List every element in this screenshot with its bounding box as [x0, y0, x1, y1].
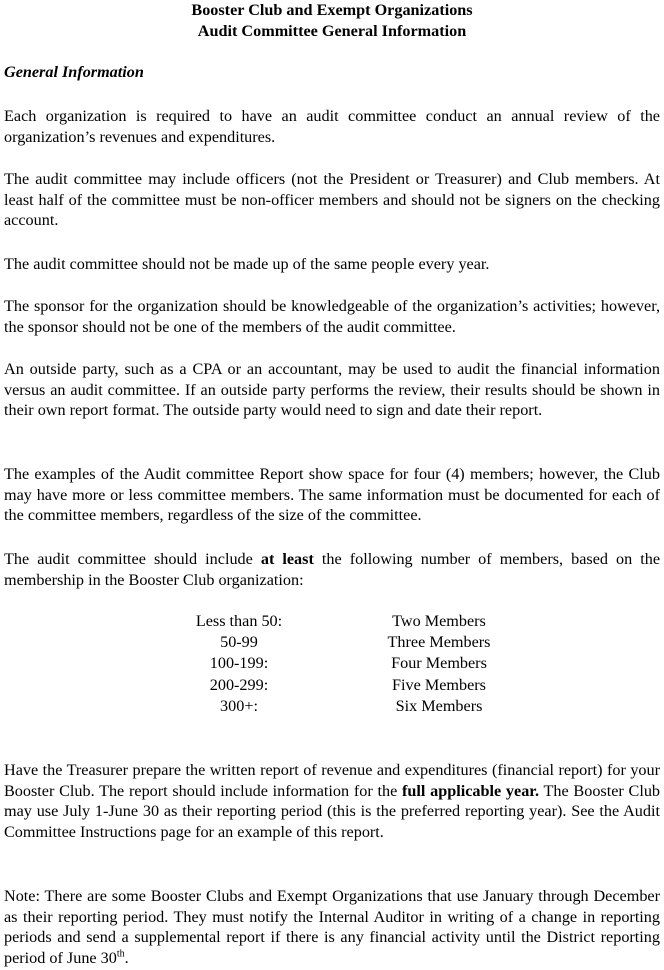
- member-count: Six Members: [395, 696, 483, 715]
- title-line-2: Audit Committee General Information: [197, 22, 467, 40]
- paragraph-6: The examples of the Audit committee Report show space for four (4) members; however, the Club may have more or less committee members. The same information must be documented for each of the committee members, regardless of the size of the committee.: [4, 465, 660, 525]
- paragraph-8-emphasis: full applicable year.: [402, 781, 540, 800]
- membership-size: 200-299:: [209, 675, 269, 694]
- paragraph-9: [4, 886, 660, 968]
- paragraph-9-superscript: th: [116, 948, 125, 960]
- title-line-1: Booster Club and Exempt Organizations: [191, 1, 473, 19]
- document-title: [4, 0, 660, 42]
- section-heading: General Information: [4, 63, 144, 81]
- paragraph-9-text-b: .: [124, 948, 129, 967]
- paragraph-9-text-a: Note: There are some Booster Clubs and Exempt Organizations that use January through December as their reporting period. They must notify the Internal Auditor in writing of a change in reporting periods and send a supplemental report if there is any financial activity until the District reporting period of June 30: [4, 887, 660, 967]
- member-count: Three Members: [387, 633, 491, 652]
- membership-size: Less than 50:: [195, 612, 283, 630]
- table-row: [4, 675, 660, 696]
- member-count: Four Members: [391, 654, 487, 673]
- document-page: [4, 0, 661, 967]
- paragraph-7: [4, 549, 660, 590]
- paragraph-8-text-a: Have the Treasurer prepare the written report of revenue and expenditures (financial report) for your Booster Club. The report should include information for the: [4, 761, 660, 800]
- paragraph-7-text-a: The audit committee should include: [4, 550, 261, 568]
- table-row: [4, 696, 660, 717]
- paragraph-1: Each organization is required to have an audit committee conduct an annual review of the organization’s revenues and expenditures.: [4, 107, 660, 146]
- paragraph-7-text-b: the following number of members, based on the membership in the Booster Club organization:: [4, 550, 661, 589]
- table-row: [4, 611, 660, 632]
- table-row: [4, 653, 660, 674]
- membership-table: [4, 611, 660, 717]
- paragraph-4: The sponsor for the organization should be knowledgeable of the organization’s activities; however, the sponsor should not be one of the members of the audit committee.: [4, 297, 660, 336]
- paragraph-2: The audit committee may include officers (not the President or Treasurer) and Club members. At least half of the committee must be non-officer members and should not be signers on the checking account.: [4, 170, 660, 230]
- membership-size: 100-199:: [209, 654, 269, 673]
- table-row: [4, 632, 660, 653]
- member-count: Two Members: [392, 612, 486, 630]
- paragraph-7-emphasis: at least: [260, 550, 314, 568]
- membership-size: 50-99: [220, 633, 258, 652]
- paragraph-8: [4, 760, 660, 842]
- paragraph-3: The audit committee should not be made up of the same people every year.: [4, 255, 490, 273]
- paragraph-8-text-b: The Booster Club may use July 1-June 30 as their reporting period (this is the preferred reporting year). See the Audit Committee Instructions page for an example of this report.: [4, 781, 661, 841]
- paragraph-5: An outside party, such as a CPA or an accountant, may be used to audit the financial information versus an audit committee. If an outside party performs the review, their results should be shown in their own report format. The outside party would need to sign and date their report.: [4, 360, 660, 420]
- member-count: Five Members: [392, 675, 486, 694]
- membership-size: 300+:: [220, 696, 258, 715]
